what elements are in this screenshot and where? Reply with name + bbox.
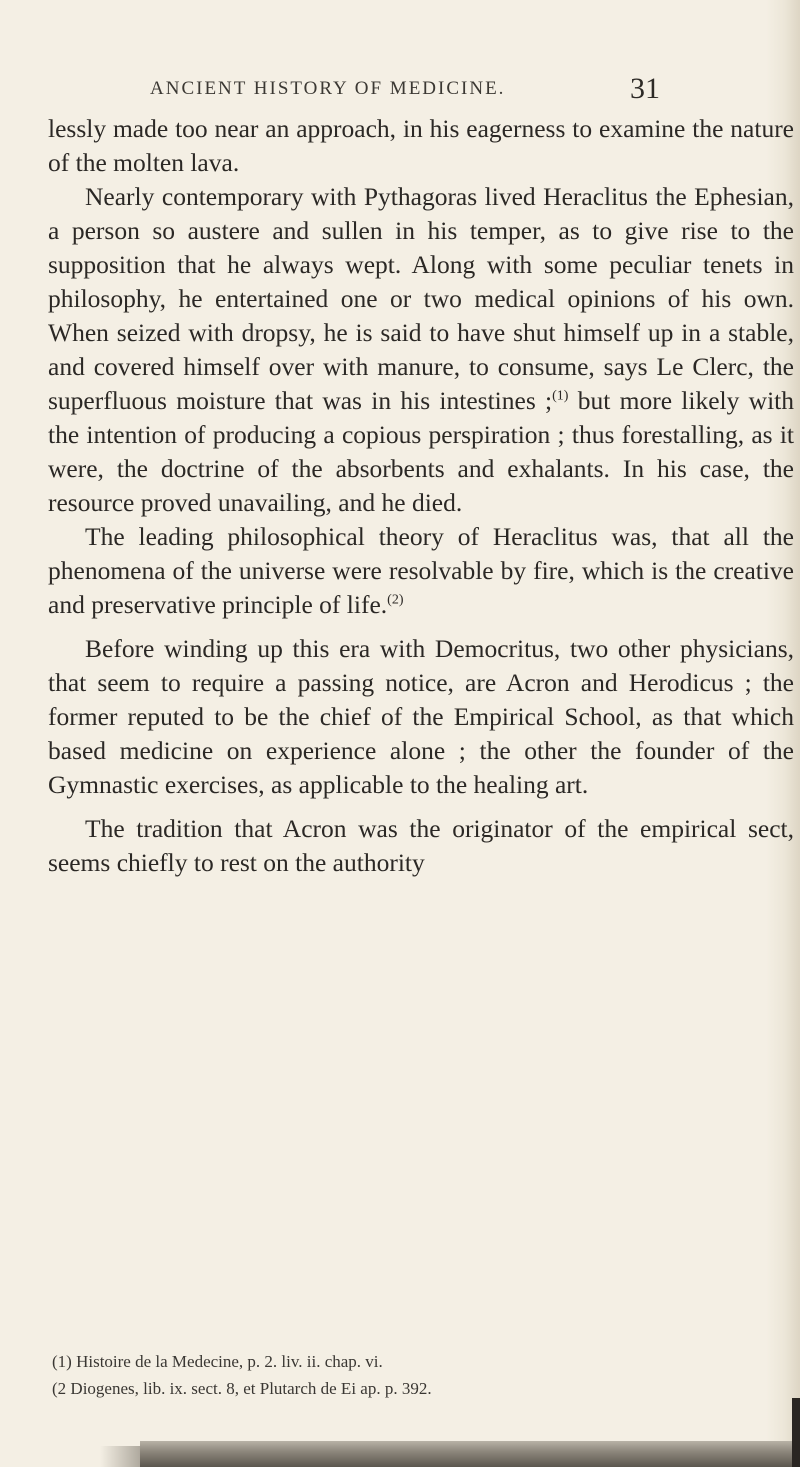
footnote-ref-1[interactable]: (1) bbox=[552, 388, 569, 404]
paragraph-1 bbox=[48, 112, 794, 180]
paragraph-text: Before winding up this era with Democritus, two other physicians, that seem to require a passing notice, are Acron and Herodicus ; the former reputed to be the chief of the Empirical School, as that which based medicine on experience alone ; the other the founder of the Gymnastic exercises, as applicable to the healing art. bbox=[48, 634, 794, 799]
paragraph-2 bbox=[48, 180, 794, 520]
footnote-2: (2 Diogenes, lib. ix. sect. 8, et Plutarch de Ei ap. p. 392. bbox=[52, 1379, 432, 1398]
paragraph-text: Nearly contemporary with Pythagoras lived Heraclitus the Ephesian, a person so austere and sullen in his temper, as to give rise to the supposition that he always wept. Along with some peculiar tenets in philosophy, he entertained one or two medical opinions of his own. When seized with dropsy, he is said to have shut himself up in a stable, and covered himself over with manure, to consume, says Le Clerc, the superfluous moisture that was in his intestines ; bbox=[48, 182, 794, 415]
paragraph-text: lessly made too near an approach, in his eagerness to examine the nature of the molten lava. bbox=[48, 114, 794, 177]
paragraph-5 bbox=[48, 812, 794, 880]
scan-bottom-shadow bbox=[140, 1441, 800, 1467]
footnote-ref-2[interactable]: (2) bbox=[387, 592, 404, 608]
paragraph-3 bbox=[48, 520, 794, 622]
paragraph-text: The tradition that Acron was the originator of the empirical sect, seems chiefly to rest on the authority bbox=[48, 814, 794, 877]
footnote-1: (1) Histoire de la Medecine, p. 2. liv. ii. chap. vi. bbox=[52, 1352, 383, 1371]
paragraph-4 bbox=[48, 632, 794, 802]
footnotes bbox=[52, 1348, 772, 1402]
page-number: 31 bbox=[630, 72, 660, 105]
paragraph-text: but more likely with the intention of producing a copious perspiration ; thus forestalling, as it were, the doctrine of the absorbents and exhalants. In his case, the resource proved unavailing, and he died. bbox=[48, 386, 794, 517]
running-head: ANCIENT HISTORY OF MEDICINE. bbox=[150, 78, 506, 99]
scan-corner-shadow bbox=[792, 1398, 800, 1467]
body-text bbox=[48, 112, 794, 880]
paragraph-text: The leading philosophical theory of Heraclitus was, that all the phenomena of the universe were resolvable by fire, which is the creative and preservative principle of life. bbox=[48, 522, 794, 619]
